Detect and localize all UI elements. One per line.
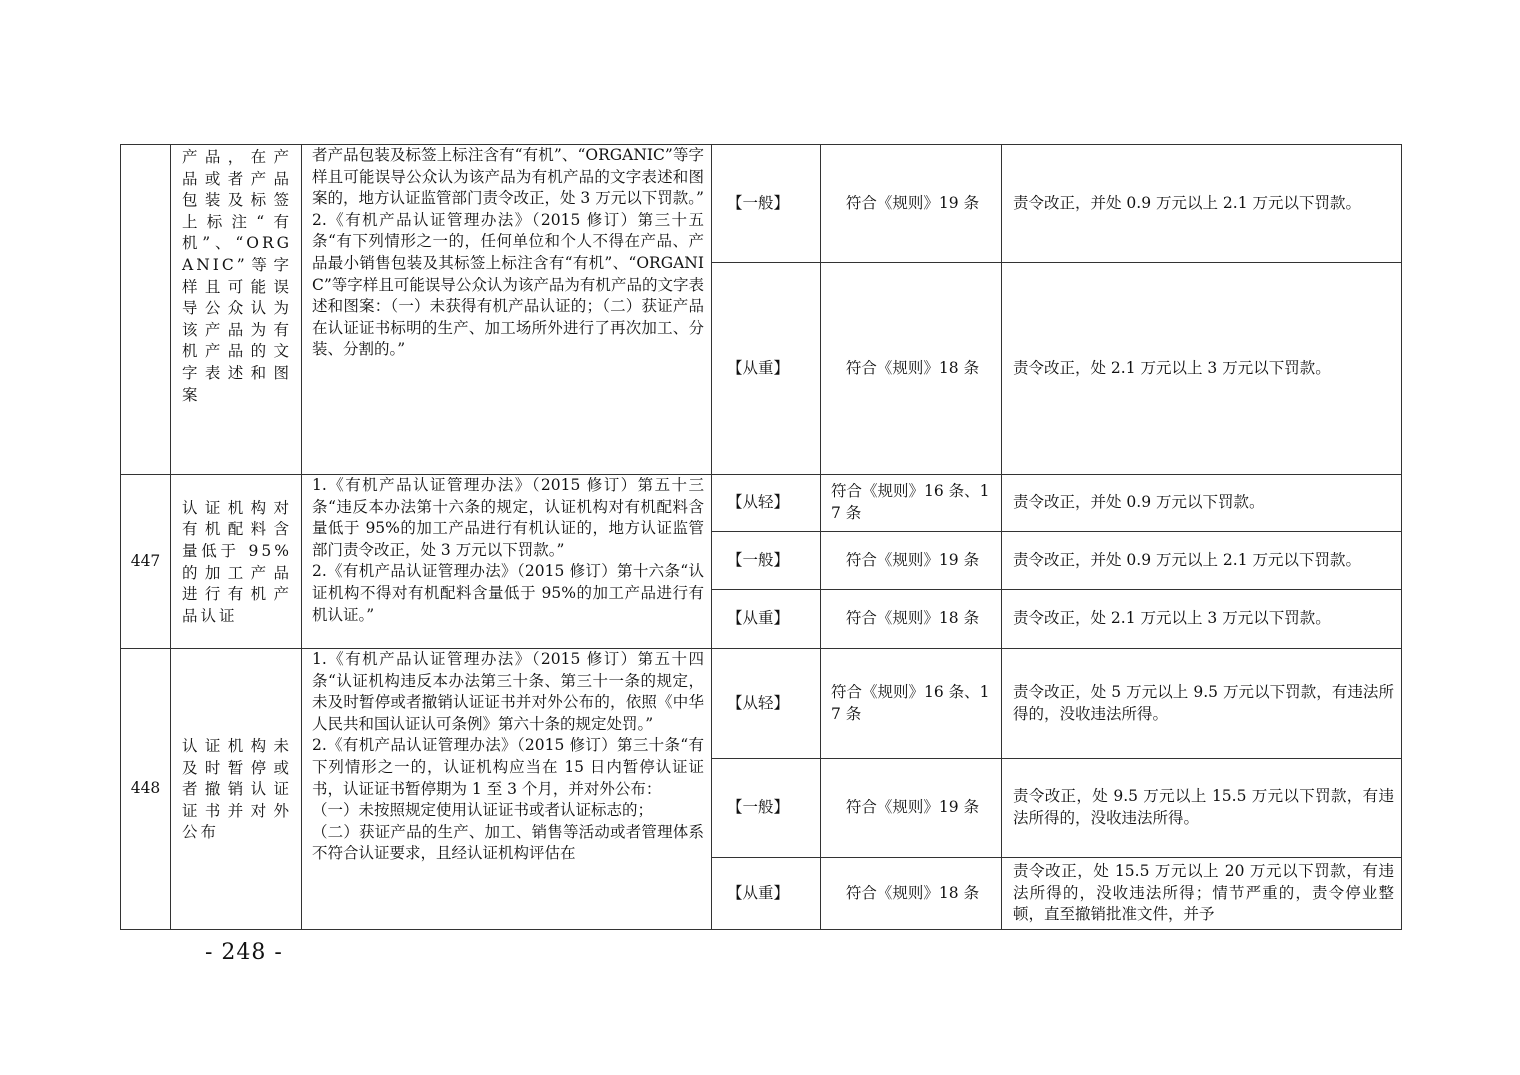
legal-basis [302, 649, 712, 930]
applicable-standard: 符合《规则》18 条 [821, 263, 1002, 475]
table-row [121, 475, 1402, 532]
legal-basis-paragraph: 2.《有机产品认证管理办法》（2015 修订）第十六条“认证机构不得对有机配料含量低于 95%的加工产品进行有机认证。” [312, 562, 704, 624]
penalty-description: 责令改正，处 5 万元以上 9.5 万元以下罚款，有违法所得的，没收违法所得。 [1002, 649, 1402, 759]
applicable-standard: 符合《规则》16 条、17 条 [821, 475, 1002, 532]
row-number: 447 [121, 475, 171, 649]
violation-item: 认证机构对有机配料含量低于 95%的加工产品进行有机产品认证 [171, 475, 302, 649]
discretion-level: 【从重】 [712, 263, 821, 475]
applicable-standard: 符合《规则》19 条 [821, 759, 1002, 858]
applicable-standard: 符合《规则》19 条 [821, 532, 1002, 590]
row-number: 448 [121, 649, 171, 930]
discretion-level: 【从重】 [712, 590, 821, 649]
penalty-description: 责令改正，处 15.5 万元以上 20 万元以下罚款，有违法所得的，没收违法所得；情节严重的，责令停业整顿，直至撤销批准文件，并予 [1002, 858, 1402, 930]
discretion-level: 【一般】 [712, 759, 821, 858]
applicable-standard: 符合《规则》18 条 [821, 590, 1002, 649]
discretion-level: 【从轻】 [712, 475, 821, 532]
penalty-description: 责令改正，并处 0.9 万元以上 2.1 万元以下罚款。 [1002, 532, 1402, 590]
legal-basis-paragraph: 2.《有机产品认证管理办法》（2015 修订）第三十五条“有下列情形之一的，任何单位和个人不得在产品、产品最小销售包装及其标签上标注含有“有机”、“ORGANIC”等字样且可能误导公众认为该产品为有机产品的文字表述和图案：（一）未获得有机产品认证的；（二）获证产品在认证证书标明的生产、加工场所外进行了再次加工、分装、分割的。” [312, 210, 704, 359]
discretion-level: 【一般】 [712, 145, 821, 263]
table-row [121, 649, 1402, 759]
legal-basis-paragraph: 者产品包装及标签上标注含有“有机”、“ORGANIC”等字样且可能误导公众认为该产品为有机产品的文字表述和图案的，地方认证监管部门责令改正，处 3 万元以下罚款。” [312, 146, 704, 208]
discretion-level: 【一般】 [712, 532, 821, 590]
discretion-level: 【从轻】 [712, 649, 821, 759]
row-number [121, 145, 171, 475]
penalty-description: 责令改正，并处 0.9 万元以上 2.1 万元以下罚款。 [1002, 145, 1402, 263]
legal-basis-paragraph: （一）未按照规定使用认证证书或者认证标志的； [312, 801, 654, 820]
legal-basis [302, 145, 712, 475]
penalty-description: 责令改正，并处 0.9 万元以下罚款。 [1002, 475, 1402, 532]
legal-basis-paragraph: 1.《有机产品认证管理办法》（2015 修订）第五十四条“认证机构违反本办法第三十条、第三十一条的规定，未及时暂停或者撤销认证证书并对外公布的，依照《中华人民共和国认证认可条例》第六十条的规定处罚。” [312, 650, 704, 733]
violation-item: 产品，在产品或者产品包装及标签上标注“有机”、“ORGANIC”等字样且可能误导公众认为该产品为有机产品的文字表述和图案 [171, 145, 302, 475]
penalty-description: 责令改正，处 2.1 万元以上 3 万元以下罚款。 [1002, 263, 1402, 475]
applicable-standard: 符合《规则》16 条、17 条 [821, 649, 1002, 759]
discretion-level: 【从重】 [712, 858, 821, 930]
applicable-standard: 符合《规则》19 条 [821, 145, 1002, 263]
table-row [121, 145, 1402, 263]
applicable-standard: 符合《规则》18 条 [821, 858, 1002, 930]
penalty-description: 责令改正，处 2.1 万元以上 3 万元以下罚款。 [1002, 590, 1402, 649]
legal-basis [302, 475, 712, 649]
page-number: - 248 - [205, 940, 283, 965]
legal-basis-paragraph: 2.《有机产品认证管理办法》（2015 修订）第三十条“有下列情形之一的，认证机构应当在 15 日内暂停认证证书，认证证书暂停期为 1 至 3 个月，并对外公布： [312, 736, 704, 798]
violation-item: 认证机构未及时暂停或者撤销认证证书并对外公布 [171, 649, 302, 930]
legal-basis-paragraph: 1.《有机产品认证管理办法》（2015 修订）第五十三条“违反本办法第十六条的规定，认证机构对有机配料含量低于 95%的加工产品进行有机认证的，地方认证监管部门责令改正，处 3 万元以下罚款。” [312, 476, 704, 559]
penalty-standards-table [120, 144, 1402, 930]
penalty-description: 责令改正，处 9.5 万元以上 15.5 万元以下罚款，有违法所得的，没收违法所得。 [1002, 759, 1402, 858]
legal-basis-paragraph: （二）获证产品的生产、加工、销售等活动或者管理体系不符合认证要求，且经认证机构评估在 [312, 822, 704, 863]
